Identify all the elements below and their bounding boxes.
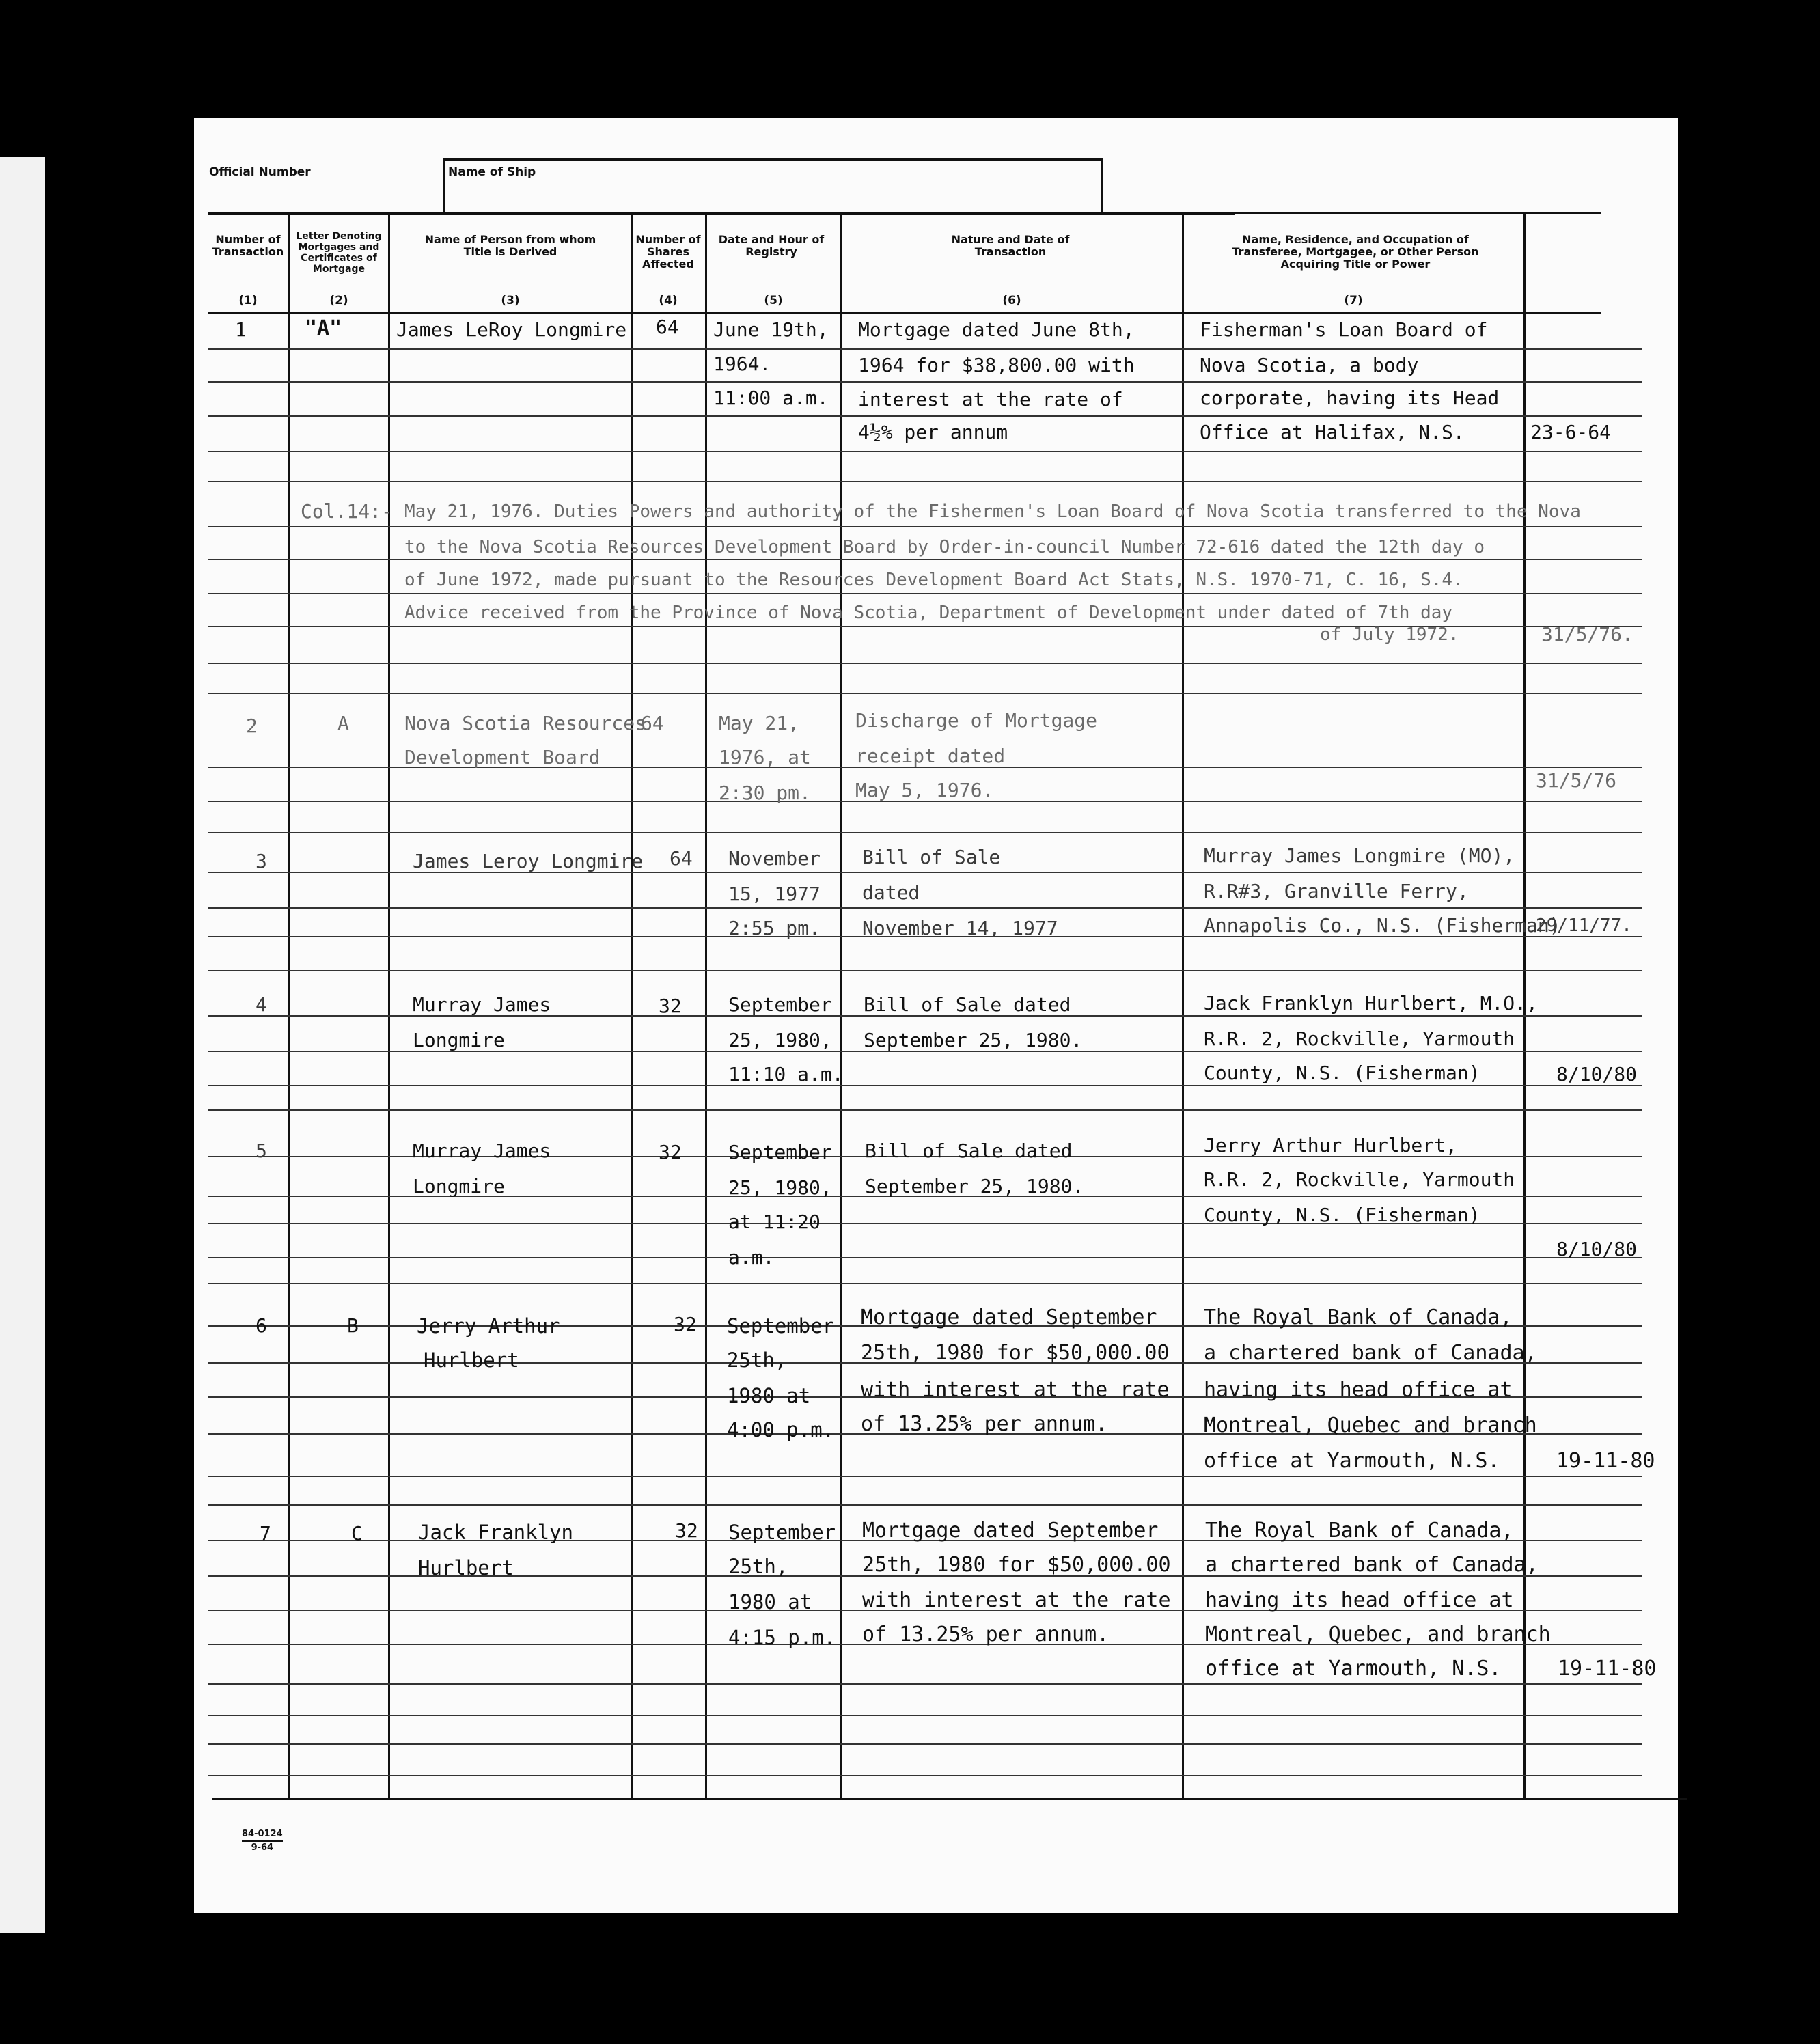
ruled-line: [208, 970, 1642, 971]
entry-1-date-2: 1964.: [713, 353, 771, 375]
entry-1-to-2: Nova Scotia, a body: [1200, 354, 1419, 376]
entry-3-nature-2: dated: [862, 881, 920, 904]
adjacent-page-edge: [0, 157, 45, 1933]
entry-1-nature-2: 1964 for $38,800.00 with: [858, 354, 1135, 376]
entry-6-letter: B: [347, 1314, 359, 1337]
ruled-line: [208, 693, 1642, 694]
entry-4-to-3: County, N.S. (Fisherman): [1204, 1062, 1480, 1084]
ruled-line: [208, 1085, 1642, 1086]
entry-2-date-3: 2:30 pm.: [719, 782, 811, 804]
entry-5-entered: 8/10/80: [1556, 1238, 1638, 1260]
entry-6-date-4: 4:00 p.m.: [727, 1418, 835, 1441]
entry-5-to-2: R.R. 2, Rockville, Yarmouth: [1204, 1168, 1515, 1191]
entry-6-nature-1: Mortgage dated September: [861, 1306, 1157, 1329]
ruled-line: [208, 481, 1642, 482]
entry-7-to-2: a chartered bank of Canada,: [1205, 1553, 1539, 1577]
entry-7-date-3: 1980 at: [728, 1590, 812, 1614]
note-line-5: of July 1972.: [1320, 624, 1459, 645]
col-divider-2: [388, 212, 390, 1798]
entry-6-date-1: September: [727, 1314, 835, 1338]
entry-1-nature-1: Mortgage dated June 8th,: [858, 318, 1135, 341]
entry-3-nature-3: November 14, 1977: [862, 917, 1058, 939]
entry-3-from: James Leroy Longmire: [413, 850, 644, 872]
bottom-rule: [212, 1798, 1687, 1800]
ship-name-label: Name of Ship: [448, 165, 536, 179]
col-number-4: (4): [659, 294, 678, 307]
col-heading-6: Nature and Date of Transaction: [951, 233, 1070, 258]
entry-1-letter: "A": [305, 316, 342, 340]
entry-3-to-1: Murray James Longmire (MO),: [1204, 844, 1515, 867]
ruled-line: [208, 526, 1642, 527]
entry-7-nature-4: of 13.25% per annum.: [862, 1622, 1109, 1646]
entry-5-shares: 32: [659, 1141, 682, 1163]
entry-5-from-2: Longmire: [413, 1175, 505, 1198]
ruled-line: [208, 832, 1642, 833]
col-number-7: (7): [1344, 294, 1363, 307]
entry-7-number: 7: [260, 1522, 271, 1545]
entry-6-number: 6: [256, 1314, 267, 1337]
ruled-line: [208, 1775, 1642, 1776]
col-divider-5: [840, 212, 842, 1798]
entry-2-entered: 31/5/76: [1536, 769, 1617, 792]
entry-1-to-1: Fisherman's Loan Board of: [1200, 318, 1488, 341]
entry-7-to-1: The Royal Bank of Canada,: [1205, 1519, 1514, 1543]
entry-1-date-3: 11:00 a.m.: [713, 387, 829, 409]
entry-5-date-3: at 11:20: [728, 1211, 821, 1233]
col-divider-3: [631, 212, 633, 1798]
col-number-5: (5): [764, 294, 783, 307]
entry-3-date-3: 2:55 pm.: [728, 917, 821, 939]
entry-2-nature-1: Discharge of Mortgage: [855, 709, 1098, 732]
ruled-line: [208, 559, 1642, 560]
entry-4-number: 4: [256, 993, 267, 1016]
col-heading-4: Number of Shares Affected: [635, 233, 701, 271]
entry-2-from-2: Development Board: [404, 746, 601, 769]
entry-5-date-4: a.m.: [728, 1246, 775, 1269]
entry-2-date-1: May 21,: [719, 712, 800, 734]
entry-7-date-4: 4:15 p.m.: [728, 1626, 836, 1649]
entry-5-from-1: Murray James: [413, 1140, 551, 1162]
entry-1-date-1: June 19th,: [713, 318, 829, 341]
ruled-line: [208, 593, 1642, 594]
entry-4-shares: 32: [659, 995, 682, 1017]
entry-6-from-2: Hurlbert: [424, 1349, 519, 1372]
ruled-line: [208, 1743, 1642, 1745]
entry-3-date-1: November: [728, 847, 821, 870]
entry-6-date-2: 25th,: [727, 1349, 787, 1372]
entry-3-to-3: Annapolis Co., N.S. (Fisherman): [1204, 914, 1561, 937]
entry-7-shares: 32: [675, 1519, 698, 1542]
note-line-3: of June 1972, made pursuant to the Resources Development Board Act Stats, N.S. 1970-71, C. 16, S.4.: [404, 570, 1463, 590]
col-number-3: (3): [501, 294, 520, 307]
ruled-line: [208, 1283, 1642, 1284]
entry-4-date-2: 25, 1980,: [728, 1029, 832, 1051]
ruled-line: [208, 1683, 1642, 1685]
heading-rule: [208, 312, 1601, 314]
entry-2-nature-3: May 5, 1976.: [855, 779, 994, 801]
entry-1-shares: 64: [656, 316, 679, 338]
col-heading-3: Name of Person from whom Title is Derived: [424, 233, 596, 258]
entry-4-nature-2: September 25, 1980.: [864, 1029, 1083, 1051]
entry-7-date-2: 25th,: [728, 1555, 788, 1578]
ruled-line: [208, 451, 1642, 452]
ruled-line: [208, 663, 1642, 664]
entry-1-number: 1: [235, 318, 247, 341]
entry-6-to-5: office at Yarmouth, N.S.: [1204, 1449, 1500, 1473]
entry-3-date-2: 15, 1977: [728, 883, 821, 905]
note-entered: 31/5/76.: [1541, 623, 1633, 646]
entry-7-entered: 19-11-80: [1558, 1657, 1657, 1681]
col-heading-2: Letter Denoting Mortgages and Certificates of Mortgage: [296, 231, 382, 275]
entry-1-to-3: corporate, having its Head: [1200, 387, 1500, 409]
entry-6-date-3: 1980 at: [727, 1384, 811, 1407]
entry-3-nature-1: Bill of Sale: [862, 846, 1001, 868]
entry-1-from: James LeRoy Longmire: [396, 318, 627, 341]
ruled-line: [208, 381, 1642, 383]
entry-5-date-2: 25, 1980,: [728, 1176, 832, 1199]
entry-4-to-2: R.R. 2, Rockville, Yarmouth: [1204, 1027, 1515, 1050]
entry-4-from-2: Longmire: [413, 1029, 505, 1051]
ruled-line: [208, 907, 1642, 909]
entry-1-nature-4: 4½% per annum: [858, 421, 1008, 443]
entry-5-nature-1: Bill of Sale dated: [865, 1140, 1073, 1162]
entry-4-date-1: September: [728, 993, 832, 1016]
entry-6-nature-2: 25th, 1980 for $50,000.00: [861, 1341, 1170, 1365]
entry-6-from-1: Jerry Arthur: [417, 1314, 560, 1338]
col-divider-4: [705, 212, 707, 1798]
col-divider-6: [1182, 212, 1184, 1798]
col-divider-1: [288, 212, 290, 1798]
entry-6-to-1: The Royal Bank of Canada,: [1204, 1306, 1513, 1329]
entry-7-letter: C: [351, 1522, 363, 1545]
entry-7-from-2: Hurlbert: [418, 1556, 514, 1579]
entry-5-date-1: September: [728, 1141, 832, 1163]
entry-2-number: 2: [246, 715, 258, 737]
ruled-line: [208, 1504, 1642, 1506]
official-number-label: Official Number: [209, 165, 311, 179]
entry-3-to-2: R.R#3, Granville Ferry,: [1204, 880, 1469, 902]
entry-6-to-3: having its head office at: [1204, 1378, 1513, 1402]
form-code: [242, 1828, 283, 1854]
entry-7-to-3: having its head office at: [1205, 1588, 1514, 1612]
ship-registry-form: [194, 118, 1678, 1913]
note-line-2: to the Nova Scotia Resources Development Board by Order-in-council Number 72-616 dated the 12th day o: [404, 537, 1485, 557]
header-rule: [208, 212, 1601, 214]
entry-6-nature-3: with interest at the rate: [861, 1378, 1170, 1402]
entry-2-from-1: Nova Scotia Resources: [404, 712, 647, 734]
ruled-line: [208, 1715, 1642, 1716]
entry-3-number: 3: [256, 850, 267, 872]
entry-5-number: 5: [256, 1140, 267, 1162]
entry-6-shares: 32: [674, 1313, 697, 1336]
ruled-line: [208, 1476, 1642, 1477]
entry-6-to-4: Montreal, Quebec and branch: [1204, 1413, 1537, 1437]
entry-7-to-5: office at Yarmouth, N.S.: [1205, 1657, 1502, 1681]
entry-1-nature-3: interest at the rate of: [858, 388, 1123, 411]
form-code-date: 9-64: [251, 1842, 274, 1853]
entry-2-date-2: 1976, at: [719, 746, 811, 769]
entry-7-nature-2: 25th, 1980 for $50,000.00: [862, 1553, 1171, 1577]
note-line-4: Advice received from the Province of Nova Scotia, Department of Development under dated of 7th day: [404, 603, 1453, 623]
entry-6-to-2: a chartered bank of Canada,: [1204, 1341, 1537, 1365]
entry-4-from-1: Murray James: [413, 993, 551, 1016]
note-line-1: May 21, 1976. Duties Powers and authority of the Fishermen's Loan Board of Nova Scotia transferred to the Nova: [404, 501, 1581, 522]
entry-6-entered: 19-11-80: [1556, 1449, 1655, 1473]
ruled-line: [208, 1109, 1642, 1111]
entry-4-nature-1: Bill of Sale dated: [864, 993, 1071, 1016]
entry-7-to-4: Montreal, Quebec, and branch: [1205, 1622, 1551, 1646]
entry-5-to-3: County, N.S. (Fisherman): [1204, 1204, 1480, 1226]
ruled-line: [208, 415, 1642, 417]
col-heading-7: Name, Residence, and Occupation of Transferee, Mortgagee, or Other Person Acquiring Title or Power: [1232, 233, 1479, 271]
col-number-1: (1): [238, 294, 258, 307]
entry-3-shares: 64: [670, 847, 693, 870]
entry-6-nature-4: of 13.25% per annum.: [861, 1412, 1108, 1436]
entry-7-from-1: Jack Franklyn: [418, 1521, 573, 1544]
entry-1-to-4: Office at Halifax, N.S.: [1200, 421, 1465, 443]
col-heading-1: Number of Transaction: [212, 233, 284, 258]
entry-4-date-3: 11:10 a.m.: [728, 1063, 844, 1086]
entry-2-shares: 64: [641, 712, 664, 734]
entry-5-nature-2: September 25, 1980.: [865, 1175, 1084, 1198]
col-number-6: (6): [1002, 294, 1021, 307]
entry-7-nature-3: with interest at the rate: [862, 1588, 1171, 1612]
ruled-line: [208, 348, 1642, 350]
form-code-number: 84-0124: [242, 1828, 283, 1842]
entry-7-nature-1: Mortgage dated September: [862, 1519, 1159, 1543]
entry-7-date-1: September: [728, 1521, 836, 1544]
entry-2-nature-2: receipt dated: [855, 745, 1006, 767]
entry-3-entered: 29/11/77.: [1536, 915, 1632, 936]
entry-1-entered: 23-6-64: [1530, 421, 1612, 443]
entry-4-entered: 8/10/80: [1556, 1063, 1638, 1086]
ship-name-box: [443, 158, 1103, 214]
col-heading-5: Date and Hour of Registry: [718, 233, 825, 258]
entry-5-to-1: Jerry Arthur Hurlbert,: [1204, 1134, 1457, 1157]
ruled-line: [208, 1257, 1642, 1258]
col-number-2: (2): [329, 294, 348, 307]
entry-4-to-1: Jack Franklyn Hurlbert, M.O.,: [1204, 992, 1538, 1014]
note-prefix: Col.14:-: [301, 500, 393, 523]
entry-2-letter: A: [337, 712, 349, 734]
